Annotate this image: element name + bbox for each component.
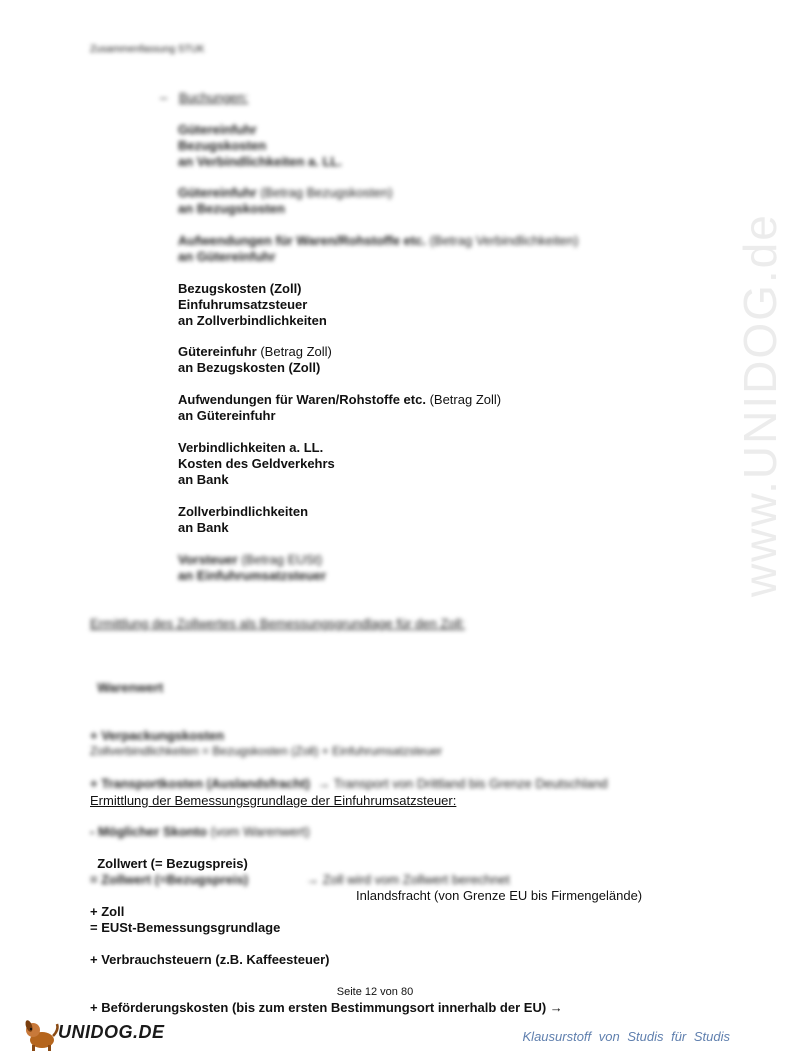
eust-heading-text: Ermittlung der Bemessungsgrundlage der Einfuhrumsatzsteuer: bbox=[90, 793, 457, 808]
booking-entry-8 bbox=[178, 504, 308, 536]
booking-entry-6 bbox=[178, 392, 501, 424]
watermark: www.UNIDOG.de bbox=[734, 213, 786, 597]
eust-line: + Beförderungskosten (bis zum ersten Bestimmungsort innerhalb der EU) → bbox=[90, 1000, 563, 1015]
zollwert-note: Zollverbindlichkeiten = Bezugskosten (Zoll) + Einfuhrumsatzsteuer bbox=[90, 744, 443, 758]
booking-entry-5 bbox=[178, 344, 332, 376]
bookings-heading: Buchungen: bbox=[178, 90, 249, 105]
booking-line: an Bank bbox=[178, 472, 229, 487]
booking-entry-4 bbox=[178, 281, 327, 329]
eust-line: + Verbrauchsteuern (z.B. Kaffeesteuer) bbox=[90, 952, 330, 967]
booking-line: Gütereinfuhr bbox=[178, 344, 257, 359]
booking-note: (Betrag Zoll) bbox=[256, 344, 332, 359]
eust-heading bbox=[90, 793, 456, 809]
zollwert-heading: Ermittlung des Zollwertes als Bemessungsgrundlage für den Zoll: bbox=[90, 616, 466, 631]
eust-line: Zollwert (= Bezugspreis) bbox=[90, 856, 248, 871]
booking-entry-2: Gütereinfuhr (Betrag Bezugskosten) an Bezugskosten bbox=[178, 185, 393, 216]
booking-line: an Zollverbindlichkeiten bbox=[178, 313, 327, 328]
footer-tagline: Klausurstoff von Studis für Studis bbox=[522, 1029, 730, 1044]
page-header: Zusammenfassung STUK bbox=[90, 44, 205, 55]
bullet-symbol: – bbox=[160, 90, 168, 105]
booking-line: Kosten des Geldverkehrs bbox=[178, 456, 335, 471]
logo-wordmark: UNIDOG.DE bbox=[58, 1022, 165, 1042]
booking-note: (Betrag Zoll) bbox=[425, 392, 502, 407]
booking-line: an Bezugskosten (Zoll) bbox=[178, 360, 321, 375]
booking-entry-1: Gütereinfuhr Bezugskosten an Verbindlichkeiten a. LL. bbox=[178, 122, 342, 169]
bookings-bullet bbox=[160, 90, 248, 105]
booking-line: an Bank bbox=[178, 520, 229, 535]
eust-result: = EUSt-Bemessungsgrundlage bbox=[90, 920, 281, 935]
eust-continuation: Inlandsfracht (von Grenze EU bis Firmengelände) bbox=[356, 888, 643, 903]
booking-line: Einfuhrumsatzsteuer bbox=[178, 297, 308, 312]
page-number: Seite 12 von 80 bbox=[336, 986, 414, 998]
booking-entry-9: Vorsteuer (Betrag EUSt) an Einfuhrumsatzsteuer bbox=[178, 552, 327, 583]
booking-line: Verbindlichkeiten a. LL. bbox=[178, 440, 324, 455]
booking-entry-3: Aufwendungen für Waren/Rohstoffe etc. (Betrag Verbindlichkeiten) an Gütereinfuhr bbox=[178, 233, 579, 264]
booking-line: Zollverbindlichkeiten bbox=[178, 504, 309, 519]
booking-line: Bezugskosten (Zoll) bbox=[178, 281, 302, 296]
booking-line: Aufwendungen für Waren/Rohstoffe etc. bbox=[178, 392, 426, 407]
booking-entry-7 bbox=[178, 440, 335, 488]
booking-line: an Gütereinfuhr bbox=[178, 408, 276, 423]
eust-line: + Zoll bbox=[90, 904, 125, 919]
zollwert-list: Warenwert + Verpackungskosten + Transportkosten (Auslandsfracht) → Transport von Drittland bis Grenze Deutschland - Möglicher Skonto (vom Warenwert) = Zollwert (=Bezugspreis) → Zoll wird vom Zollwert berechnet bbox=[90, 680, 608, 887]
